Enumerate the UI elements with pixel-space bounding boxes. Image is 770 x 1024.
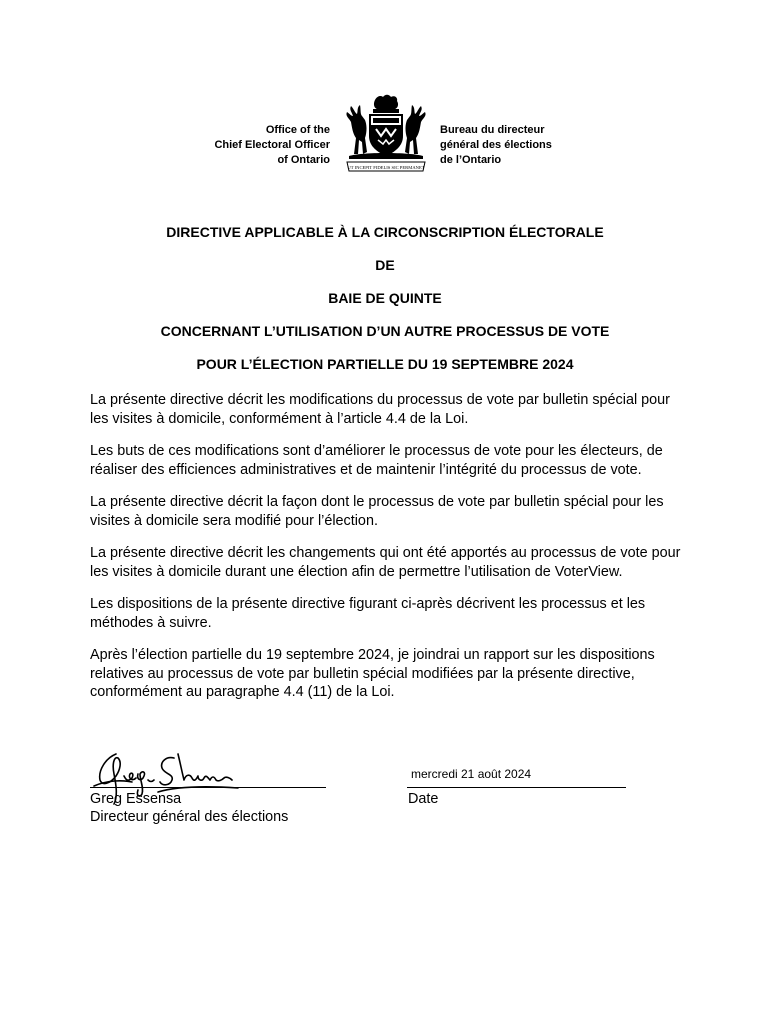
body-paragraph: La présente directive décrit les modifications du processus de vote par bulletin spécial pour les visites à domicile, conformément à l’article 4.4 de la Loi.	[90, 392, 670, 427]
signature-date-value: mercredi 21 août 2024	[411, 767, 532, 781]
signer-info	[90, 790, 288, 826]
title-line-2: DE	[375, 257, 395, 273]
date-line	[407, 787, 626, 788]
office-english-line: of Ontario	[277, 154, 330, 166]
office-english-line: Office of the	[265, 124, 330, 136]
signer-name: Greg Essensa	[90, 791, 182, 807]
office-name-english	[214, 123, 330, 168]
office-name-french	[440, 123, 552, 168]
office-french-line: Bureau du directeur	[440, 124, 545, 136]
directive-title	[0, 224, 770, 389]
body-paragraph: La présente directive décrit la façon dont le processus de vote par bulletin spécial pour les visites à domicile sera modifié pour l’élection.	[90, 494, 664, 529]
title-line-5: POUR L’ÉLECTION PARTIELLE DU 19 SEPTEMBRE 2024	[196, 356, 574, 372]
body-paragraph: Les buts de ces modifications sont d’améliorer le processus de vote pour les électeurs, de réaliser des efficiences administratives et de maintenir l’intégrité du processus de vote.	[90, 443, 663, 478]
office-english-line: Chief Electoral Officer	[214, 139, 330, 151]
office-french-line: général des élections	[440, 139, 552, 151]
body-paragraph: La présente directive décrit les changements qui ont été apportés au processus de vote pour les visites à domicile durant une élection afin de permettre l’utilisation de VoterView.	[90, 545, 681, 580]
crest-motto: UT INCEPIT FIDELIS SIC PERMANET	[347, 165, 425, 170]
title-line-3: BAIE DE QUINTE	[328, 290, 442, 306]
body-paragraph: Les dispositions de la présente directive figurant ci-après décrivent les processus et les méthodes à suivre.	[90, 596, 646, 631]
signature-block	[0, 740, 770, 840]
signature-line	[90, 787, 326, 788]
date-label: Date	[408, 791, 439, 807]
coat-of-arms-icon	[343, 92, 429, 176]
signer-role: Directeur général des élections	[90, 809, 289, 825]
directive-body	[90, 391, 690, 716]
letterhead	[0, 92, 770, 178]
body-paragraph: Après l’élection partielle du 19 septembre 2024, je joindrai un rapport sur les dispositions relatives au processus de vote par bulletin spécial modifiées par la présente directive, conformément au paragraphe 4.4 (11) de la Loi.	[90, 647, 655, 700]
title-line-4: CONCERNANT L’UTILISATION D’UN AUTRE PROCESSUS DE VOTE	[160, 323, 610, 339]
office-french-line: de l’Ontario	[440, 154, 502, 166]
title-line-1: DIRECTIVE APPLICABLE À LA CIRCONSCRIPTION ÉLECTORALE	[166, 224, 604, 240]
